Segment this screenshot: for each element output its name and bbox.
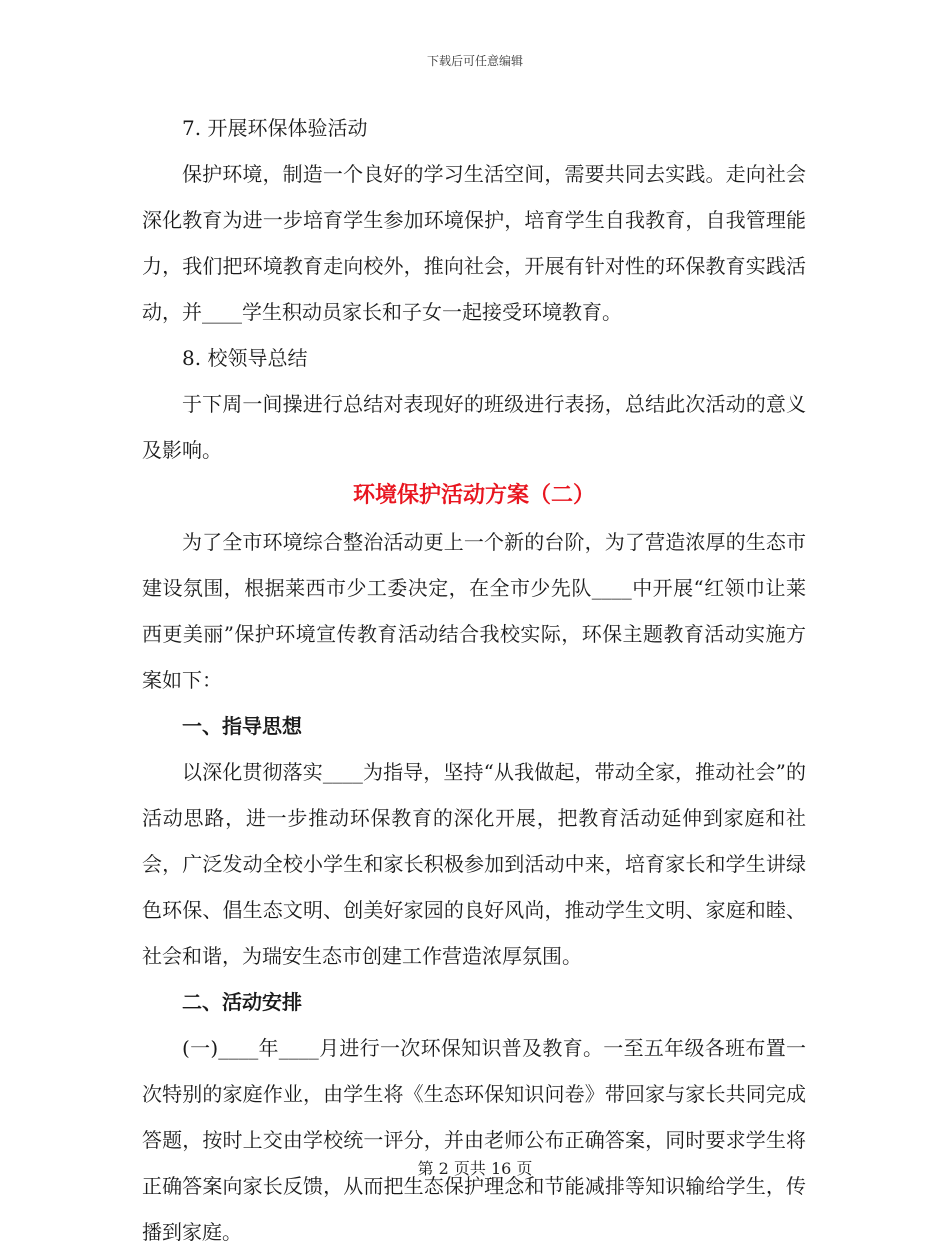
page-header: 下载后可任意编辑 [426, 54, 523, 68]
heading-activity-arrangement: 二、活动安排 [182, 990, 302, 1014]
section-paragraph-8: 于下周一间操进行总结对表现好的班级进行表扬，总结此次活动的意义及影响。 [142, 392, 806, 462]
section-heading-7: 7. 开展环保体验活动 [182, 116, 368, 140]
document-title: 环境保护活动方案（二） [352, 483, 595, 508]
paragraph-guiding-thought: 以深化贯彻落实____为指导，坚持“从我做起，带动全家，推动社会”的活动思路，进一步推动环保教育的深化开展，把教育活动延伸到家庭和社会，广泛发动全校小学生和家长积极参加到活动中来，培育家长和学生讲绿色环保、倡生态文明、创美好家园的良好风尚，推动学生文明、家庭和睦、社会和谐，为瑞安生态市创建工作营造浓厚氛围。 [142, 760, 806, 968]
intro-paragraph: 为了全市环境综合整治活动更上一个新的台阶，为了营造浓厚的生态市建设氛围，根据莱西市少工委决定，在全市少先队____中开展“红领巾让莱西更美丽”保护环境宣传教育活动结合我校实际，环保主题教育活动实施方案如下： [142, 530, 806, 692]
section-heading-8: 8. 校领导总结 [182, 346, 308, 370]
heading-guiding-thought: 一、指导思想 [182, 714, 302, 738]
document-body [142, 105, 806, 1255]
section-paragraph-7: 保护环境，制造一个良好的学习生活空间，需要共同去实践。走向社会深化教育为进一步培育学生参加环境保护，培育学生自我教育，自我管理能力，我们把环境教育走向校外，推向社会，开展有针对性的环保教育实践活动，并____学生积动员家长和子女一起接受环境教育。 [142, 162, 806, 324]
paragraph-activity-arrangement: (一)____年____月进行一次环保知识普及教育。一至五年级各班布置一次特别的家庭作业，由学生将《生态环保知识问卷》带回家与家长共同完成答题，按时上交由学校统一评分，并由老师公布正确答案，同时要求学生将正确答案向家长反馈，从而把生态保护理念和节能减排等知识输给学生，传播到家庭。 [142, 1036, 806, 1244]
page-number: 第 2 页共 16 页 [417, 1159, 533, 1178]
